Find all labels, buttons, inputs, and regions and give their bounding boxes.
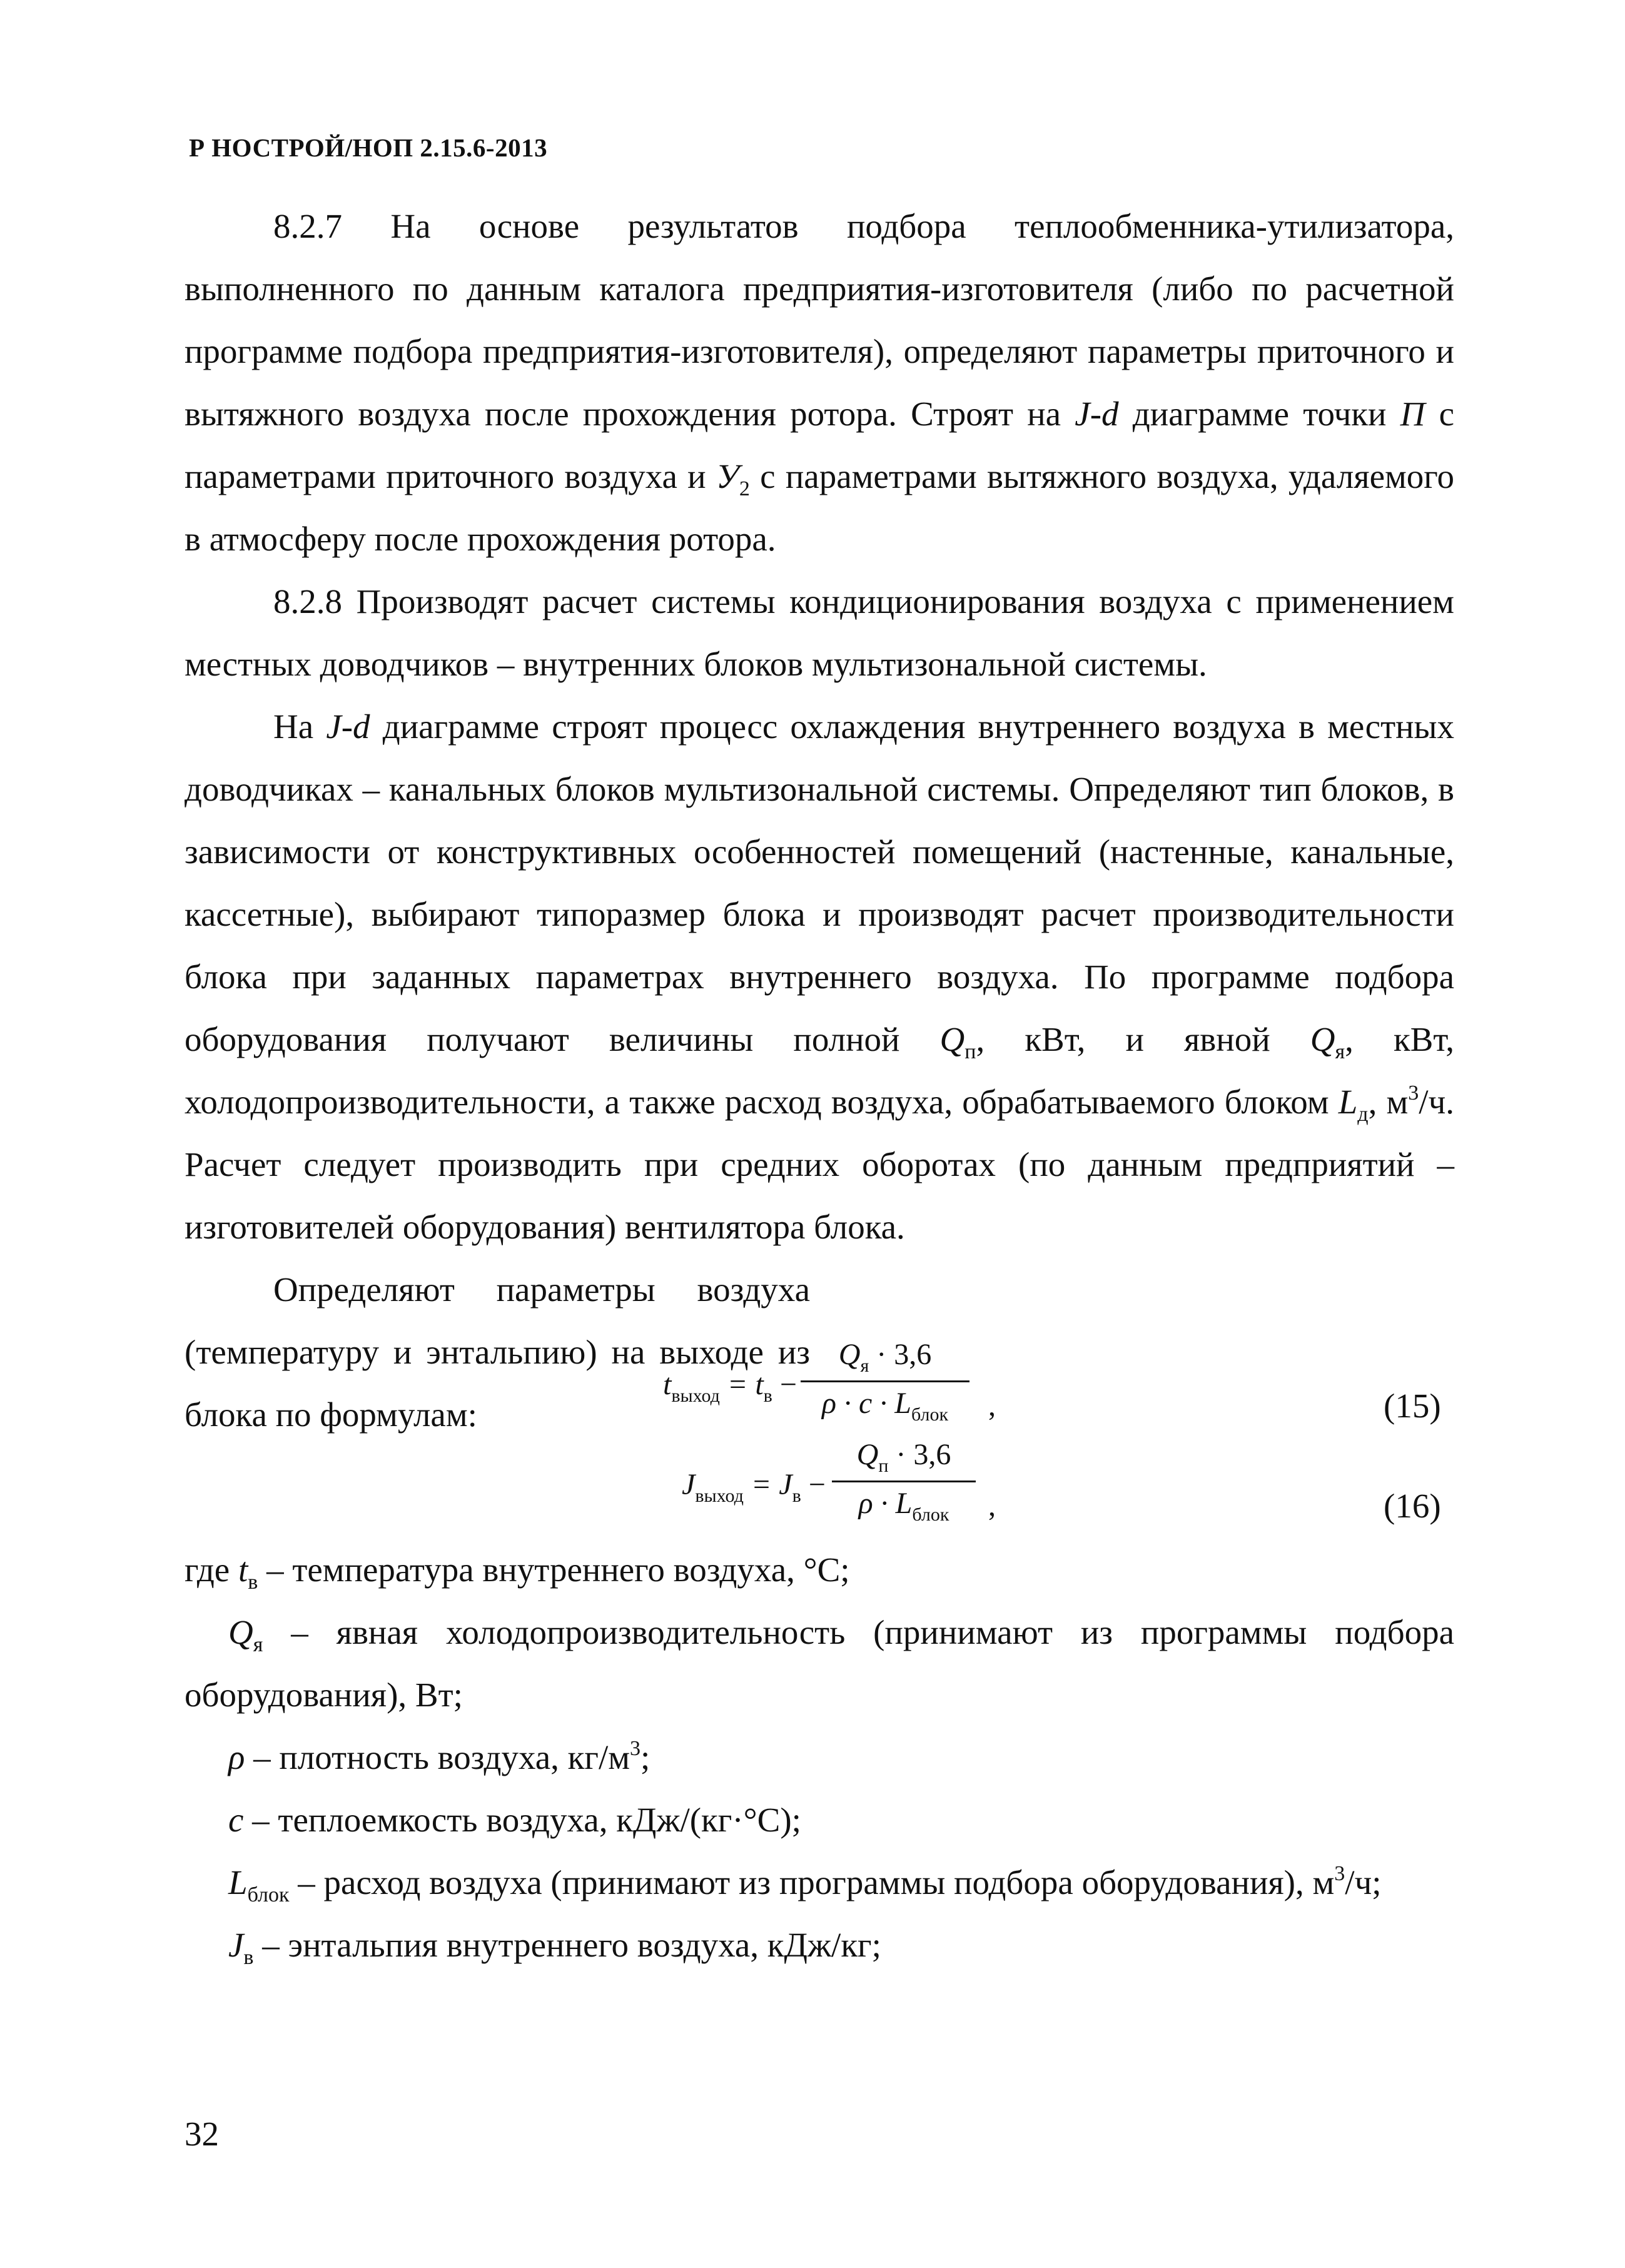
text: 8.2.7 На основе результатов подбора теплообменника-утилизатора, выполненного по данным каталога предприятия-изготовителя (либо по расчетной программе подбора предприятия-изготовителя), определяют параметры приточного и вытяжного воздуха после прохождения ротора. Строят на: [185, 207, 1454, 433]
jd-symbol: J-d: [1075, 395, 1119, 433]
comma: ,: [988, 1389, 996, 1422]
text: , кВт, холодопроизводительности, а также расход воздуха, обрабатываемого блоком: [185, 1020, 1455, 1121]
paragraph-jd-diagram: [185, 696, 1454, 1258]
formula-16-lhs: $J_{выход} = J_в$ −: [682, 1468, 826, 1506]
paragraph-8-2-7: [185, 195, 1454, 570]
text: , м: [1368, 1083, 1409, 1121]
text: диаграмме строят процесс охлаждения внутреннего воздуха в местных доводчиках – канальных блоков мультизональной системы. Определяют тип блоков, в зависимости от конструктивных особенностей помещений (настенные, канальные, кассетные), выбирают типоразмер блока и производят расчет производительности блока при заданных параметрах внутреннего воздуха. По программе подбора оборудования получают величины полной: [185, 707, 1454, 1058]
paragraph-formulas-intro: Определяют параметры воздуха (температуру и энтальпию) на выходе из блока по формулам:: [185, 1270, 810, 1434]
formula-16-fraction: [832, 1437, 976, 1526]
def-lblok: $L_{блок}$ – расход воздуха (принимают из программы подбора оборудования), $м^3/ч$;: [228, 1862, 1382, 1906]
formula-15-lhs: $t_{выход} = t_в$ −: [663, 1368, 797, 1406]
denominator: $\rho \cdot c \cdot L_{блок}$: [821, 1387, 949, 1425]
q-symbol: Q: [1310, 1020, 1335, 1058]
jd-symbol: J-d: [326, 707, 370, 746]
page-number: 32: [185, 2115, 219, 2153]
text: , кВт, и явной: [976, 1020, 1310, 1058]
point-u-symbol: У: [716, 457, 739, 495]
text: с параметрами вытяжного воздуха, удаляемого в атмосферу после прохождения ротора.: [185, 457, 1454, 558]
point-p-symbol: П: [1400, 395, 1425, 433]
def-jv: $J_в$ – энтальпия внутреннего воздуха, кДж/кг;: [228, 1926, 881, 1969]
def-qya: $Q_я$ – явная холодопроизводительность (принимают из программы подбора оборудования), Вт;: [185, 1613, 1454, 1714]
formula-16: [682, 1438, 1457, 1532]
text: /ч. Расчет следует производить при средних оборотах (по данным предприятий – изготовителей оборудования) вентилятора блока.: [185, 1083, 1454, 1246]
text: с параметрами приточного воздуха и: [185, 395, 1454, 495]
def-rho: ρ – плотность воздуха, $кг/м^3$;: [228, 1737, 651, 1776]
document-header: Р НОСТРОЙ/НОП 2.15.6-2013: [189, 133, 548, 162]
body-text: [185, 195, 1454, 1446]
superscript: 3: [1408, 1081, 1419, 1105]
definitions-list: [185, 1539, 1454, 1977]
comma: ,: [988, 1489, 996, 1522]
text: диаграмме точки: [1118, 395, 1400, 433]
q-symbol: Q: [939, 1020, 965, 1058]
paragraph-8-2-8: 8.2.8 Производят расчет системы кондиционирования воздуха с применением местных доводчиков – внутренних блоков мультизональной системы.: [185, 582, 1454, 683]
subscript: п: [964, 1040, 976, 1063]
def-c: c – теплоемкость воздуха, кДж/(кг·°С);: [228, 1801, 801, 1839]
def-tv: где $t_в$ – температура внутреннего воздуха, °С;: [185, 1551, 850, 1594]
numerator: $Q_п \cdot 3,6$: [832, 1437, 976, 1482]
text: На: [273, 707, 327, 746]
subscript: д: [1357, 1103, 1369, 1126]
l-symbol: L: [1338, 1083, 1358, 1121]
numerator: $Q_я \cdot 3,6$: [801, 1337, 969, 1382]
subscript: 2: [739, 477, 750, 500]
subscript: я: [1335, 1040, 1345, 1063]
denominator: $\rho \cdot L_{блок}$: [858, 1487, 949, 1525]
formula-15: [663, 1338, 1457, 1432]
equation-number-16: (16): [1384, 1487, 1441, 1525]
equation-number-15: (15): [1384, 1387, 1441, 1425]
formula-15-fraction: [801, 1337, 969, 1425]
